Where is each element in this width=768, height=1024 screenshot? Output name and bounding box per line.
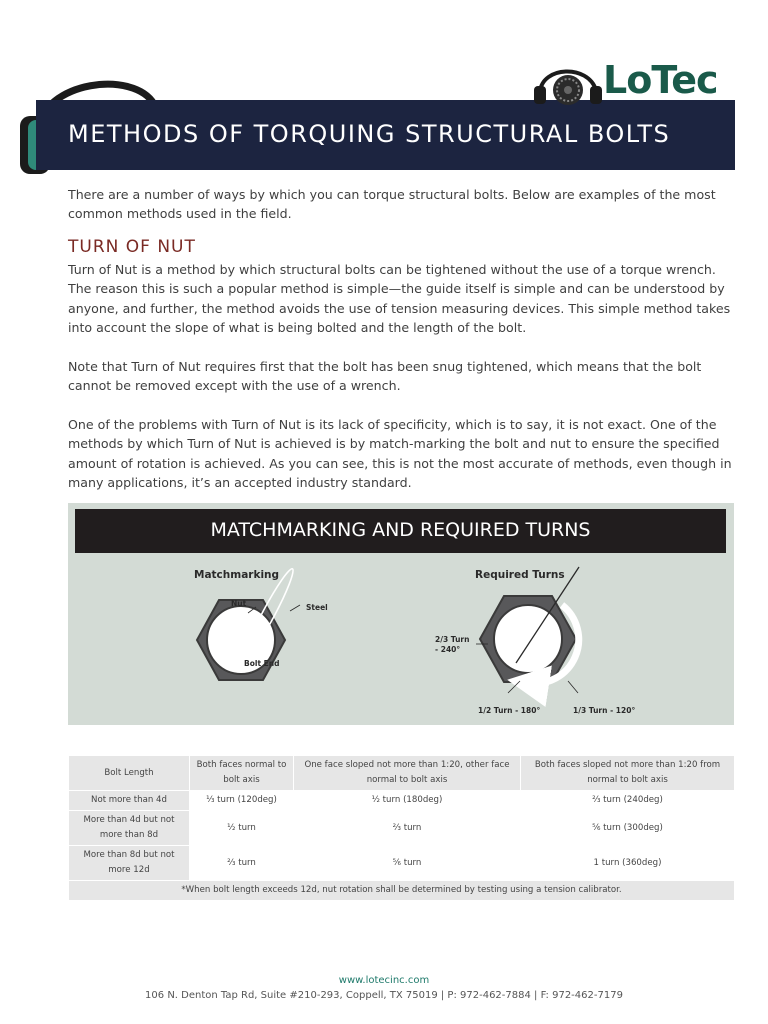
table-cell: 1 turn (360deg) [521, 846, 735, 881]
footer-website-link[interactable]: www.lotecinc.com [338, 975, 430, 986]
table-cell: ⅚ turn [294, 846, 521, 881]
matchmarking-illustration [68, 553, 734, 725]
steel-label: Steel [306, 603, 328, 612]
brand-logo-icon [532, 62, 604, 106]
table-cell: ½ turn [190, 811, 294, 846]
table-cell: ⅔ turn [294, 811, 521, 846]
table-header-cell: Both faces normal to bolt axis [190, 756, 294, 791]
table-footnote: *When bolt length exceeds 12d, nut rotation shall be determined by testing using a tension calibrator. [69, 881, 735, 901]
table-cell: ⅔ turn [190, 846, 294, 881]
turns-table [68, 755, 735, 901]
bolt-end-label: Bolt End [244, 659, 280, 668]
nut-label: Nut [231, 599, 247, 608]
table-cell: ⅓ turn (120deg) [190, 791, 294, 811]
table-header-cell: Both faces sloped not more than 1:20 from normal to bolt axis [521, 756, 735, 791]
intro-paragraph: There are a number of ways by which you can torque structural bolts. Below are examples of the most common methods used in the field. [68, 187, 716, 222]
body-paragraph: One of the problems with Turn of Nut is its lack of specificity, which is to say, it is not exact. One of the methods by which Turn of Nut is achieved is by match-marking the bolt and nut to ensure the specified amount of rotation is achieved. As you can see, this is not the most accurate of methods, even though in many applications, it’s an accepted industry standard. [68, 417, 732, 490]
bolt-end-circle-turns [494, 605, 562, 673]
two-thirds-turn-label: 2/3 Turn [435, 635, 470, 644]
table-header-cell: One face sloped not more than 1:20, other face normal to bolt axis [294, 756, 521, 791]
table-row [69, 811, 735, 846]
figure-title: MATCHMARKING AND REQUIRED TURNS [210, 519, 591, 541]
matchmarking-label: Matchmarking [194, 569, 280, 581]
table-header-row [69, 756, 735, 791]
footer-address: 106 N. Denton Tap Rd, Suite #210-293, Coppell, TX 75019 | P: 972-462-7884 | F: 972-462-7179 [145, 990, 623, 1001]
table-cell: ⅔ turn (240deg) [521, 791, 735, 811]
table-cell: ½ turn (180deg) [294, 791, 521, 811]
table-row-header: More than 8d but not more 12d [69, 846, 190, 881]
body-paragraph: Note that Turn of Nut requires first that the bolt has been snug tightened, which means that the bolt cannot be removed except with the use of a wrench. [68, 359, 702, 394]
page-title: METHODS OF TORQUING STRUCTURAL BOLTS [68, 120, 671, 148]
body-paragraph: Turn of Nut is a method by which structural bolts can be tightened without the use of a torque wrench. The reason this is such a popular method is simple—the guide itself is simple and can be understood by anyone, and further, the method avoids the use of tension measuring devices. This simple method takes into account the slope of what is being bolted and the length of the bolt. [68, 262, 731, 335]
third-turn-label: 1/3 Turn - 120° [573, 706, 636, 715]
table-row [69, 791, 735, 811]
brand-name: LoTec [603, 58, 718, 102]
table-header-cell: Bolt Length [69, 756, 190, 791]
two-thirds-turn-degrees: - 240° [435, 645, 461, 654]
table-note-row [69, 881, 735, 901]
table-row [69, 846, 735, 881]
table-row-header: More than 4d but not more than 8d [69, 811, 190, 846]
table-cell: ⅚ turn (300deg) [521, 811, 735, 846]
required-turns-label: Required Turns [475, 569, 565, 581]
table-row-header: Not more than 4d [69, 791, 190, 811]
section-heading: TURN OF NUT [68, 237, 196, 257]
half-turn-label: 1/2 Turn - 180° [478, 706, 541, 715]
